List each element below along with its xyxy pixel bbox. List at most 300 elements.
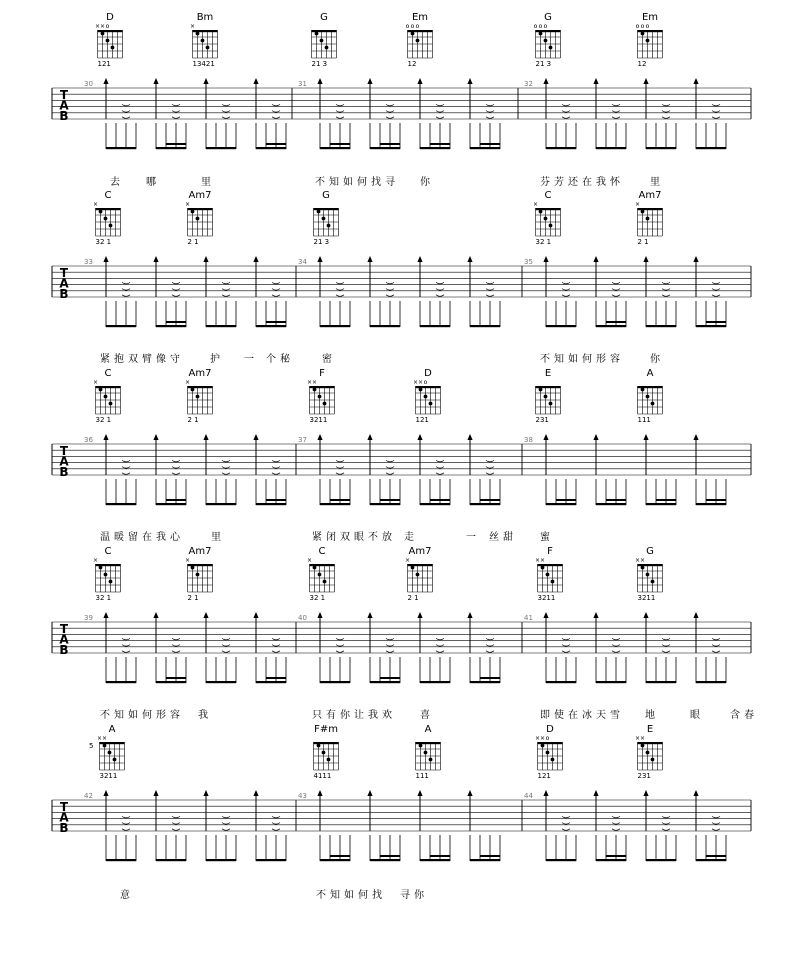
tab-tie [562,645,570,647]
strum-arrow-head [153,790,158,796]
tab-tie [272,111,280,113]
strum-arrow-head [367,78,372,84]
tab-tie [336,117,344,119]
open-string-marker: × [306,557,313,564]
tab-tie [122,638,130,640]
tab-tie [336,651,344,653]
chord-nut [538,564,563,566]
beam [166,143,186,145]
beam [266,321,286,323]
finger-dot [544,395,548,399]
strum-arrow-head [253,256,258,262]
beam [606,321,626,323]
chord-fingering: 3211 [99,772,118,780]
tab-tie [336,467,344,469]
open-string-marker: × [634,735,641,742]
chord-fingering: 32 1 [309,594,326,602]
beam [256,859,286,861]
beam [370,325,400,327]
tab-tie [172,467,180,469]
beam [156,859,186,861]
beam [166,677,186,679]
beam [546,681,576,683]
finger-dot [549,402,553,406]
lyric-syllable: 不知如何找 [316,890,386,901]
open-string-marker: × [184,379,191,386]
beam [546,859,576,861]
tab-system [52,190,751,365]
beam [320,147,350,149]
tab-tie [486,289,494,291]
beam [330,143,350,145]
measure-number: 40 [298,614,307,622]
beam [706,499,726,501]
beam [696,503,726,505]
finger-dot [646,573,650,577]
finger-dot [539,210,543,214]
open-string-marker: × [92,201,99,208]
strum-arrow-head [103,434,108,440]
tab-tie [612,638,620,640]
beam [380,677,400,679]
chord-nut [416,742,441,744]
tab-tie [222,473,230,475]
lyric-syllable: 里 [201,177,215,188]
finger-dot [549,224,553,228]
strum-arrow-head [417,256,422,262]
tab-tie [222,104,230,106]
tab-tie [172,651,180,653]
strum-arrow-head [543,612,548,618]
tab-tie [662,282,670,284]
tab-tie [122,289,130,291]
tab-tie [712,104,720,106]
tab-clef-letter: T [59,622,69,636]
finger-dot [541,566,545,570]
beam [166,321,186,323]
open-string-marker: × [184,201,191,208]
tab-tie [486,104,494,106]
beam [556,499,576,501]
tab-tie [336,638,344,640]
beam [646,859,676,861]
tab-tie [436,651,444,653]
tab-tie [122,816,130,818]
beam [696,681,726,683]
strum-arrow-head [317,790,322,796]
lyric-syllable: 眼 [690,710,704,721]
chord-nut [638,386,663,388]
lyric-syllable: 你 [420,177,434,188]
lyric-syllable: 我 [198,710,212,721]
beam [156,503,186,505]
finger-dot [544,217,548,221]
tab-tie [562,823,570,825]
chord-fingering: 32 1 [95,594,112,602]
chord-fingering: 3211 [309,416,328,424]
chord-nut [188,386,213,388]
finger-dot [104,395,108,399]
chord-name: E [646,724,654,735]
beam [696,859,726,861]
strum-arrow-head [153,78,158,84]
open-string-marker: o [423,379,428,386]
open-string-marker: o [105,23,110,30]
open-string-marker: × [634,557,641,564]
beam [320,681,350,683]
lyric-syllable: 去 [110,177,124,188]
beam [320,503,350,505]
beam [430,855,450,857]
finger-dot [651,758,655,762]
finger-dot [646,39,650,43]
chord-nut [100,742,125,744]
open-string-marker: o [635,23,640,30]
open-string-marker: × [311,379,318,386]
finger-dot [419,388,423,392]
tab-clef-letter: A [59,98,69,113]
chord-nut [314,742,339,744]
lyric-syllable: 走 [404,532,418,543]
chord-nut [408,564,433,566]
tab-tie [486,638,494,640]
strum-arrow-head [153,434,158,440]
measure-number: 36 [84,436,93,444]
beam [156,681,186,683]
open-string-marker: × [634,201,641,208]
tab-tie [486,645,494,647]
finger-dot [104,573,108,577]
chord-name: G [320,12,328,23]
finger-dot [206,46,210,50]
beam [470,325,500,327]
lyric-syllable: 一 [244,354,258,365]
measure-number: 37 [298,436,307,444]
open-string-marker: o [410,23,415,30]
lyric-syllable: 个秘 [266,354,294,365]
finger-dot [196,573,200,577]
chord-name: Am7 [188,190,212,201]
open-string-marker: × [184,557,191,564]
open-string-marker: o [538,23,543,30]
chord-fingering: 12 [407,60,417,68]
beam [106,681,136,683]
tab-clef-letter: B [59,643,69,657]
chord-name: D [424,368,432,379]
tab-tie [272,282,280,284]
finger-dot [111,46,115,50]
finger-dot [323,580,327,584]
strum-arrow-head [693,790,698,796]
open-string-marker: × [189,23,196,30]
strum-arrow-head [543,256,548,262]
tab-tie [562,117,570,119]
lyric-syllable: 芬芳还在我怀 [540,177,624,188]
tab-tie [436,295,444,297]
tab-clef-letter: T [59,88,69,102]
tab-tie [436,645,444,647]
open-string-marker: o [640,23,645,30]
lyric-syllable: 你 [650,354,664,365]
finger-dot [646,751,650,755]
strum-arrow-head [367,256,372,262]
chord-name: C [104,368,112,379]
tab-tie [222,289,230,291]
open-string-marker: × [92,379,99,386]
beam [156,325,186,327]
chord-nut [638,564,663,566]
strum-arrow-head [417,434,422,440]
tab-tie [172,823,180,825]
finger-dot [546,751,550,755]
finger-dot [429,402,433,406]
finger-dot [109,224,113,228]
finger-dot [315,32,319,36]
tab-tie [712,117,720,119]
tab-tie [272,651,280,653]
tab-tie [222,295,230,297]
finger-dot [318,573,322,577]
strum-arrow-head [367,790,372,796]
open-string-marker: o [415,23,420,30]
chord-nut [314,208,339,210]
tab-tie [386,467,394,469]
tab-tie [662,823,670,825]
chord-fingering: 121 [97,60,111,68]
chord-nut [538,742,563,744]
strum-arrow-head [593,790,598,796]
lyric-syllable: 哪 [146,177,160,188]
beam [470,859,500,861]
tab-tie [486,111,494,113]
chord-nut [188,208,213,210]
chord-nut [96,386,121,388]
tab-tie [222,117,230,119]
tab-tie [436,111,444,113]
lyric-syllable: 蜜 [540,532,554,543]
tab-tie [122,829,130,831]
chord-name: C [318,546,326,557]
fret-position-label: 5 [89,742,94,750]
chord-nut [96,208,121,210]
tab-tie [336,460,344,462]
open-string-marker: × [306,379,313,386]
finger-dot [327,224,331,228]
tab-tie [272,473,280,475]
chord-fingering: 2 1 [187,416,199,424]
chord-nut [188,564,213,566]
measure-number: 30 [84,80,93,88]
beam [470,503,500,505]
chord-fingering: 2 1 [187,238,199,246]
beam [606,499,626,501]
beam [696,325,726,327]
tab-tie [662,104,670,106]
open-string-marker: × [532,201,539,208]
chord-name: E [544,368,552,379]
tab-clef-letter: A [59,276,69,291]
beam [480,855,500,857]
tab-tie [386,473,394,475]
beam [266,499,286,501]
beam [166,499,186,501]
beam [206,503,236,505]
tab-tie [222,467,230,469]
tab-tie [386,460,394,462]
beam [430,143,450,145]
strum-arrow-head [543,790,548,796]
strum-arrow-head [593,256,598,262]
chord-nut [536,30,561,32]
tab-tie [272,117,280,119]
tab-tie [436,467,444,469]
finger-dot [322,217,326,221]
tab-tie [662,645,670,647]
tab-tie [662,295,670,297]
chord-fingering: 111 [637,416,651,424]
chord-name: G [322,190,330,201]
lyric-syllable: 紧抱双臂像守 [100,354,184,365]
tab-tie [386,117,394,119]
chord-fingering: 32 1 [95,238,112,246]
beam [596,325,626,327]
measure-number: 41 [524,614,533,622]
strum-arrow-head [203,78,208,84]
tab-tie [122,460,130,462]
lyric-syllable: 护 [210,354,224,365]
lyric-syllable: 即使在冰天雪 [540,710,624,721]
chord-nut [408,30,433,32]
chord-fingering: 21 3 [535,60,552,68]
lyric-syllable: 密 [322,354,336,365]
tab-tie [562,289,570,291]
tab-tie [486,651,494,653]
beam [380,143,400,145]
tab-tie [272,823,280,825]
strum-arrow-head [317,434,322,440]
chord-name: F#m [314,724,338,735]
tab-tie [172,117,180,119]
finger-dot [641,388,645,392]
beam [606,855,626,857]
chord-name: Am7 [408,546,432,557]
tab-tie [612,645,620,647]
lyric-syllable: 一 [466,532,480,543]
chord-nut [96,564,121,566]
chord-fingering: 231 [637,772,651,780]
lyric-syllable: 不知如何找寻 [315,177,399,188]
beam [420,859,450,861]
finger-dot [99,210,103,214]
tab-clef-letter: A [59,810,69,825]
finger-dot [196,395,200,399]
chord-fingering: 3211 [537,594,556,602]
tab-tie [336,295,344,297]
lyric-syllable: 温暖留在我心 [100,532,184,543]
finger-dot [103,744,107,748]
tab-tie [562,651,570,653]
tab-tie [486,460,494,462]
tab-tie [122,645,130,647]
tab-tie [336,289,344,291]
beam [106,147,136,149]
tab-tie [712,289,720,291]
tab-tie [562,104,570,106]
finger-dot [641,744,645,748]
tab-tie [272,104,280,106]
finger-dot [320,39,324,43]
finger-dot [313,388,317,392]
tab-tie [712,638,720,640]
beam [256,325,286,327]
lyric-syllable: 只有你让我欢 [312,710,396,721]
measure-number: 34 [298,258,307,266]
finger-dot [99,566,103,570]
lyric-syllable: 丝甜 [489,532,517,543]
strum-arrow-head [467,612,472,618]
chord-nut [638,742,663,744]
chord-name: D [546,724,554,735]
finger-dot [641,32,645,36]
open-string-marker: o [645,23,650,30]
tab-tie [172,111,180,113]
tab-tie [436,282,444,284]
measure-number: 39 [84,614,93,622]
finger-dot [651,402,655,406]
beam [320,859,350,861]
strum-arrow-head [103,78,108,84]
tab-tie [172,473,180,475]
tab-tie [222,460,230,462]
open-string-marker: × [92,557,99,564]
tab-tie [272,816,280,818]
finger-dot [196,217,200,221]
beam [106,859,136,861]
beam [370,147,400,149]
measure-number: 43 [298,792,307,800]
tab-tie [272,460,280,462]
beam [320,325,350,327]
chord-nut [638,30,663,32]
finger-dot [651,580,655,584]
finger-dot [101,32,105,36]
chord-fingering: 111 [415,772,429,780]
chord-fingering: 21 3 [311,60,328,68]
tab-tie [712,823,720,825]
finger-dot [424,395,428,399]
lyric-syllable: 里 [650,177,664,188]
tab-tie [122,651,130,653]
tab-clef-letter: B [59,821,69,835]
tab-tie [122,823,130,825]
chord-nut [193,30,218,32]
strum-arrow-head [367,612,372,618]
finger-dot [191,388,195,392]
tab-tie [486,467,494,469]
beam [370,859,400,861]
tab-tie [172,282,180,284]
beam [646,325,676,327]
tab-clef-letter: B [59,465,69,479]
chord-fingering: 3211 [637,594,656,602]
strum-arrow-head [253,612,258,618]
tab-tie [222,645,230,647]
finger-dot [541,744,545,748]
lyric-syllable: 紧闭双眼不放 [312,532,396,543]
beam [706,855,726,857]
chord-nut [536,208,561,210]
strum-arrow-head [593,434,598,440]
